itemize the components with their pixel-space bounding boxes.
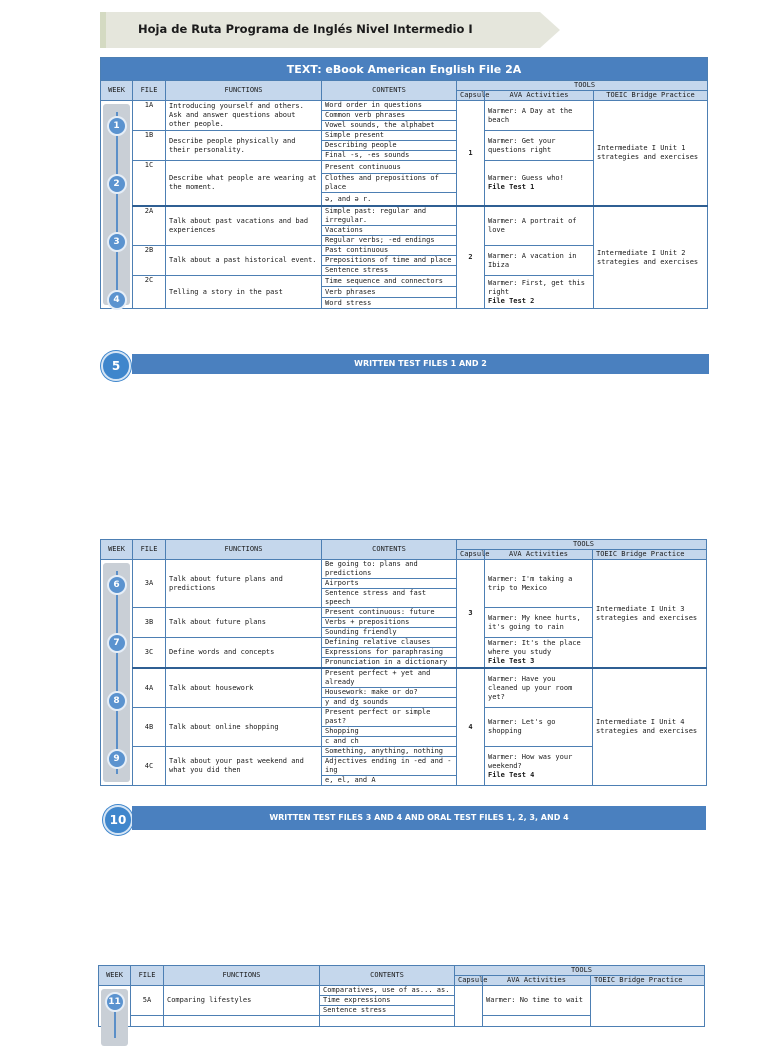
header-week: WEEK [101, 540, 133, 560]
toeic-practice: Intermediate I Unit 2 strategies and exercises [594, 206, 708, 309]
content-item: Common verb phrases [322, 111, 457, 121]
toeic-practice: Intermediate I Unit 3 strategies and exercises [593, 560, 707, 669]
content-item: Shopping [322, 727, 457, 737]
content-item: Housework: make or do? [322, 688, 457, 698]
ava-activity: Warmer: Get your questions right [485, 131, 594, 161]
function-text: Comparing lifestyles [164, 986, 320, 1016]
file-code: 4A [133, 668, 166, 708]
toeic-practice: Intermediate I Unit 4 strategies and exercises [593, 668, 707, 786]
function-text: Telling a story in the past [166, 276, 322, 309]
header-contents: CONTENTS [322, 540, 457, 560]
week-badge: 3 [107, 232, 127, 252]
function-text: Talk about your past weekend and what you did then [166, 747, 322, 786]
content-item: Verbs + prepositions [322, 618, 457, 628]
content-item: Pronunciation in a dictionary [322, 658, 457, 669]
header-tools: TOOLS [455, 966, 705, 976]
header-functions: FUNCTIONS [164, 966, 320, 986]
header-contents: CONTENTS [320, 966, 455, 986]
content-item: ə, and ə r. [322, 193, 457, 207]
file-test-label: File Test 4 [488, 770, 535, 779]
header-ava: AVA Activities [483, 976, 591, 986]
header-capsule: Capsule [457, 91, 485, 101]
content-item: Word order in questions [322, 101, 457, 111]
header-toeic: TOEIC Bridge Practice [594, 91, 708, 101]
content-item: Regular verbs; -ed endings [322, 236, 457, 246]
file-test-label: File Test 2 [488, 296, 535, 305]
header-tools: TOOLS [457, 540, 707, 550]
week-badge: 9 [107, 749, 127, 769]
content-item: c and ch [322, 737, 457, 747]
week-badge: 8 [107, 691, 127, 711]
written-test-bar: WRITTEN TEST FILES 3 AND 4 AND ORAL TEST FILES 1, 2, 3, AND 4 [132, 806, 706, 830]
header-week: WEEK [99, 966, 131, 986]
function-text: Introducing yourself and others. Ask and answer questions about other people. [166, 101, 322, 131]
function-text: Define words and concepts [166, 638, 322, 669]
header-week: WEEK [101, 81, 133, 101]
content-item: Past continuous [322, 246, 457, 256]
file-code: 2C [133, 276, 166, 309]
function-text: Describe people physically and their personality. [166, 131, 322, 161]
header-toeic: TOEIC Bridge Practice [591, 976, 705, 986]
content-item: Be going to: plans and predictions [322, 560, 457, 579]
content-item: Time sequence and connectors [322, 276, 457, 287]
file-code: 1C [133, 161, 166, 207]
roadmap-table-1 [100, 57, 708, 309]
file-test-label: File Test 1 [488, 183, 535, 191]
file-code: 3B [133, 608, 166, 638]
file-code [131, 1016, 164, 1027]
file-code: 4B [133, 708, 166, 747]
toeic-practice: Intermediate I Unit 1 strategies and exercises [594, 101, 708, 207]
content-item: Present continuous [322, 161, 457, 174]
content-item: Sounding friendly [322, 628, 457, 638]
ava-activity [483, 1016, 591, 1027]
content-item: Something, anything, nothing [322, 747, 457, 757]
ava-activity: Warmer: A Day at the beach [485, 101, 594, 131]
content-item: Prepositions of time and place [322, 256, 457, 266]
content-item: Present perfect or simple past? [322, 708, 457, 727]
week-badge: 1 [107, 116, 127, 136]
ava-activity: Warmer: First, get this right File Test 2 [485, 276, 594, 309]
content-item: Expressions for paraphrasing [322, 648, 457, 658]
content-item: Vacations [322, 226, 457, 236]
function-text: Describe what people are wearing at the moment. [166, 161, 322, 207]
content-item: Defining relative clauses [322, 638, 457, 648]
ava-activity: Warmer: My knee hurts, it's going to rain [485, 608, 593, 638]
week-rail [101, 101, 133, 309]
content-item: Describing people [322, 141, 457, 151]
written-test-bar: WRITTEN TEST FILES 1 AND 2 [132, 354, 709, 374]
content-item: Airports [322, 579, 457, 589]
content-item: Sentence stress and fast speech [322, 589, 457, 608]
content-item: Clothes and prepositions of place [322, 174, 457, 193]
header-file: FILE [133, 540, 166, 560]
content-item: Sentence stress [322, 266, 457, 276]
function-text: Talk about a past historical event. [166, 246, 322, 276]
week-rail [99, 986, 131, 1027]
content-item: Simple present [322, 131, 457, 141]
capsule-number: 2 [457, 206, 485, 309]
roadmap-table-2 [100, 539, 707, 786]
capsule-number: 3 [457, 560, 485, 669]
file-code: 3C [133, 638, 166, 669]
header-file: FILE [133, 81, 166, 101]
content-item: Comparatives, use of as... as. [320, 986, 455, 996]
toeic-practice [591, 986, 705, 1027]
week-badge: 7 [107, 633, 127, 653]
content-item: Simple past: regular and irregular. [322, 206, 457, 226]
header-contents: CONTENTS [322, 81, 457, 101]
file-code: 1B [133, 131, 166, 161]
ava-activity: Warmer: I'm taking a trip to Mexico [485, 560, 593, 608]
week-badge-large: 5 [101, 351, 131, 381]
ava-activity: Warmer: It's the place where you study File Test 3 [485, 638, 593, 669]
header-capsule: Capsule [457, 550, 485, 560]
table-title: TEXT: eBook American English File 2A [101, 58, 708, 81]
content-item: e, el, and A [322, 776, 457, 786]
function-text: Talk about past vacations and bad experiences [166, 206, 322, 246]
week-badge: 6 [107, 575, 127, 595]
week-rail [101, 560, 133, 786]
function-text: Talk about online shopping [166, 708, 322, 747]
ava-activity: Warmer: Let's go shopping [485, 708, 593, 747]
content-item: Present perfect + yet and already [322, 668, 457, 688]
content-item: Sentence stress [320, 1006, 455, 1016]
content-item: y and dʒ sounds [322, 698, 457, 708]
week-badge: 11 [105, 992, 125, 1012]
page-title: Hoja de Ruta Programa de Inglés Nivel Intermedio I [138, 22, 473, 36]
ava-activity: Warmer: Guess who! File Test 1 [485, 161, 594, 207]
function-text: Talk about future plans [166, 608, 322, 638]
header-ava: AVA Activities [485, 91, 594, 101]
capsule-number: 4 [457, 668, 485, 786]
content-item: Final -s, -es sounds [322, 151, 457, 161]
ava-activity: Warmer: A portrait of love [485, 206, 594, 246]
week-badge: 4 [107, 290, 127, 310]
page-banner [100, 12, 560, 48]
content-item: Time expressions [320, 996, 455, 1006]
file-code: 4C [133, 747, 166, 786]
file-code: 2A [133, 206, 166, 246]
header-tools: TOOLS [457, 81, 708, 91]
file-test-label: File Test 3 [488, 657, 535, 665]
function-text: Talk about future plans and predictions [166, 560, 322, 608]
ava-activity: Warmer: No time to wait [483, 986, 591, 1016]
roadmap-table-3 [98, 965, 705, 1027]
file-code: 5A [131, 986, 164, 1016]
content-item: Vowel sounds, the alphabet [322, 121, 457, 131]
header-capsule: Capsule [455, 976, 483, 986]
file-code: 1A [133, 101, 166, 131]
function-text [164, 1016, 320, 1027]
content-item: Word stress [322, 298, 457, 309]
ava-activity: Warmer: A vacation in Ibiza [485, 246, 594, 276]
ava-activity: Warmer: Have you cleaned up your room yet? [485, 668, 593, 708]
header-toeic: TOEIC Bridge Practice [593, 550, 707, 560]
file-code: 3A [133, 560, 166, 608]
week-badge: 2 [107, 174, 127, 194]
file-code: 2B [133, 246, 166, 276]
content-item: Verb phrases [322, 287, 457, 298]
header-ava: AVA Activities [485, 550, 593, 560]
capsule-number [455, 986, 483, 1027]
header-functions: FUNCTIONS [166, 540, 322, 560]
header-functions: FUNCTIONS [166, 81, 322, 101]
header-file: FILE [131, 966, 164, 986]
capsule-number: 1 [457, 101, 485, 207]
week-badge-large: 10 [103, 805, 133, 835]
content-item: Adjectives ending in -ed and -ing [322, 757, 457, 776]
content-item [320, 1016, 455, 1027]
ava-activity: Warmer: How was your weekend? File Test 4 [485, 747, 593, 786]
content-item: Present continuous: future [322, 608, 457, 618]
function-text: Talk about housework [166, 668, 322, 708]
